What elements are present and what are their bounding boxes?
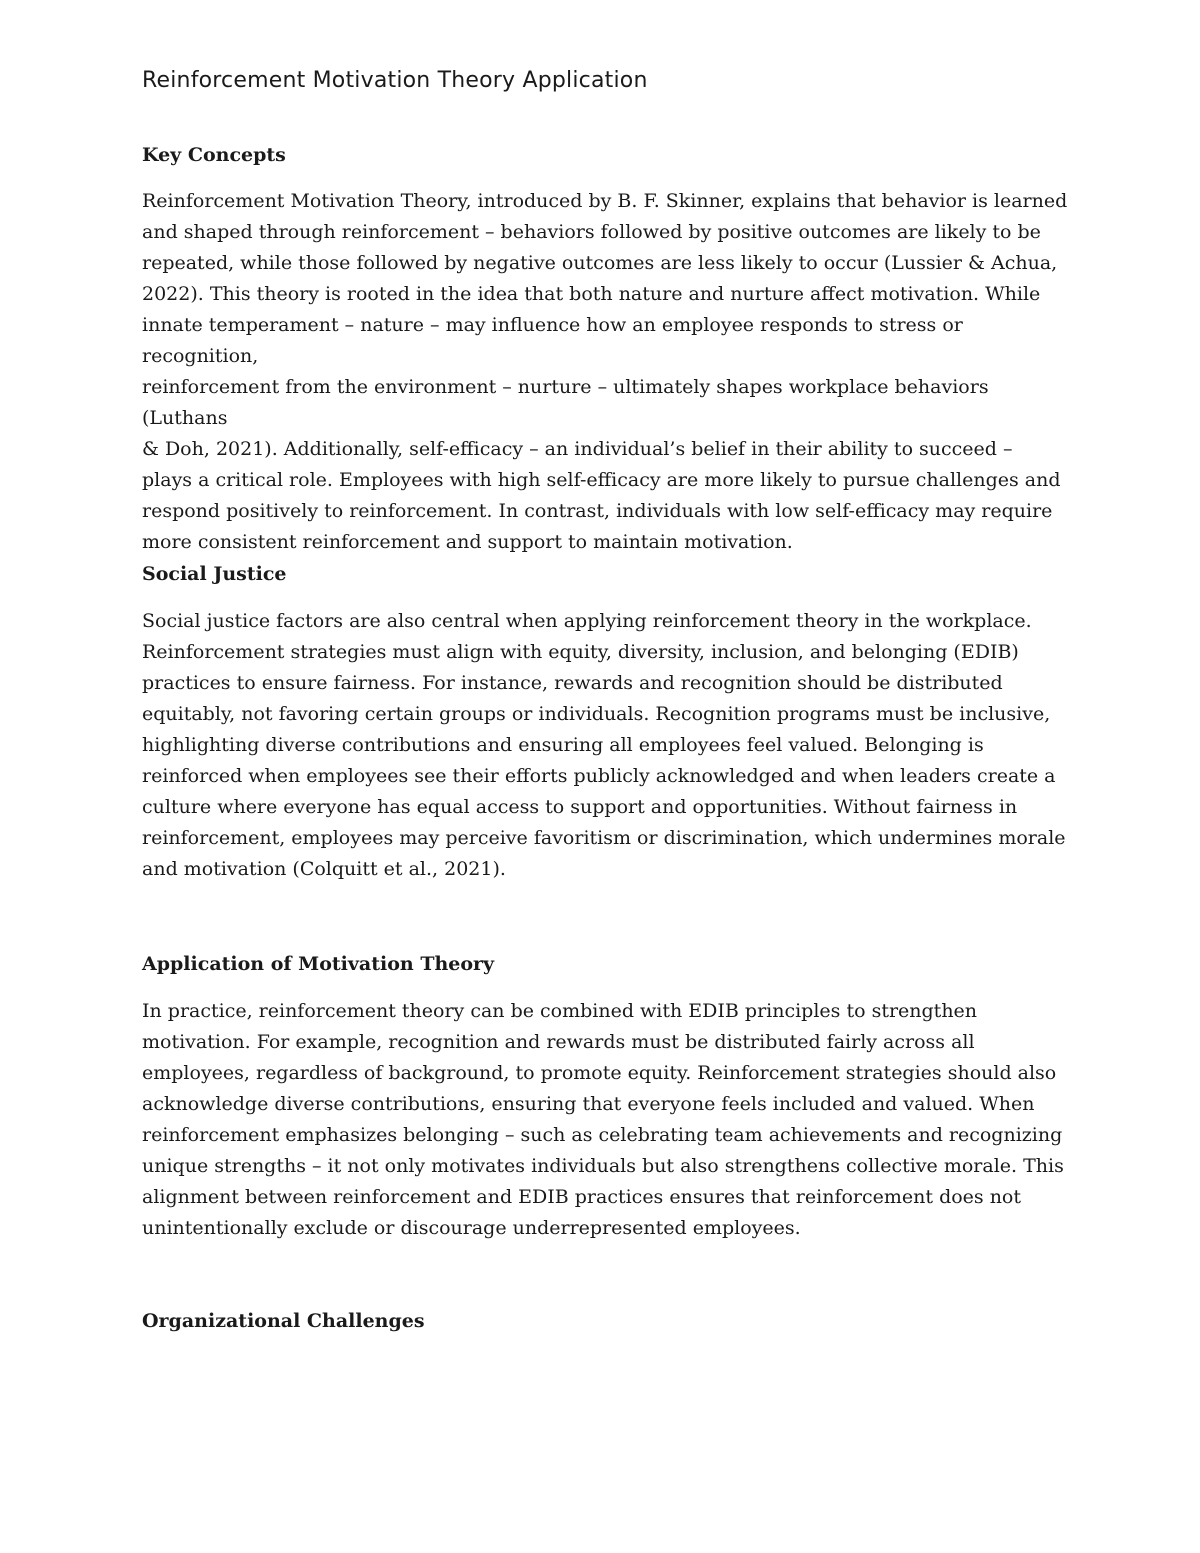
section-heading-key-concepts: Key Concepts bbox=[142, 144, 286, 166]
section-heading-application: Application of Motivation Theory bbox=[142, 953, 495, 975]
section-body-key-concepts: Reinforcement Motivation Theory, introduced by B. F. Skinner, explains that behavior is learned and shaped through reinforcement – behaviors followed by positive outcomes are likely to be repeated, while those followed by negative outcomes are less likely to occur (Lussier & Achua, 2022). This theory is rooted in the idea that both nature and nurture affect motivation. While innate temperament – nature – may influence how an employee responds to stress or recognition, reinforcement from the environment – nurture – ultimately shapes workplace behaviors (Luthans & Doh, 2021). Additionally, self-efficacy – an individual’s belief in their ability to succeed – plays a critical role. Employees with high self-efficacy are more likely to pursue challenges and respond positively to reinforcement. In contrast, individuals with low self-efficacy may require more consistent reinforcement and support to maintain motivation. bbox=[142, 190, 1068, 553]
section-heading-social-justice: Social Justice bbox=[142, 563, 287, 585]
section-body-application: In practice, reinforcement theory can be combined with EDIB principles to strengthen motivation. For example, recognition and rewards must be distributed fairly across all employees, regardless of background, to promote equity. Reinforcement strategies should also acknowledge diverse contributions, ensuring that everyone feels included and valued. When reinforcement emphasizes belonging – such as celebrating team achievements and recognizing unique strengths – it not only motivates individuals but also strengthens collective morale. This alignment between reinforcement and EDIB practices ensures that reinforcement does not unintentionally exclude or discourage underrepresented employees. bbox=[142, 1000, 1064, 1239]
section-body-social-justice: Social justice factors are also central when applying reinforcement theory in the workplace. Reinforcement strategies must align with equity, diversity, inclusion, and belonging (EDIB) practices to ensure fairness. For instance, rewards and recognition should be distributed equitably, not favoring certain groups or individuals. Recognition programs must be inclusive, highlighting diverse contributions and ensuring all employees feel valued. Belonging is reinforced when employees see their efforts publicly acknowledged and when leaders create a culture where everyone has equal access to support and opportunities. Without fairness in reinforcement, employees may perceive favoritism or discrimination, which undermines morale and motivation (Colquitt et al., 2021). bbox=[142, 610, 1066, 880]
page-title: Reinforcement Motivation Theory Application bbox=[142, 68, 648, 93]
section-heading-organizational-challenges: Organizational Challenges bbox=[142, 1310, 425, 1332]
